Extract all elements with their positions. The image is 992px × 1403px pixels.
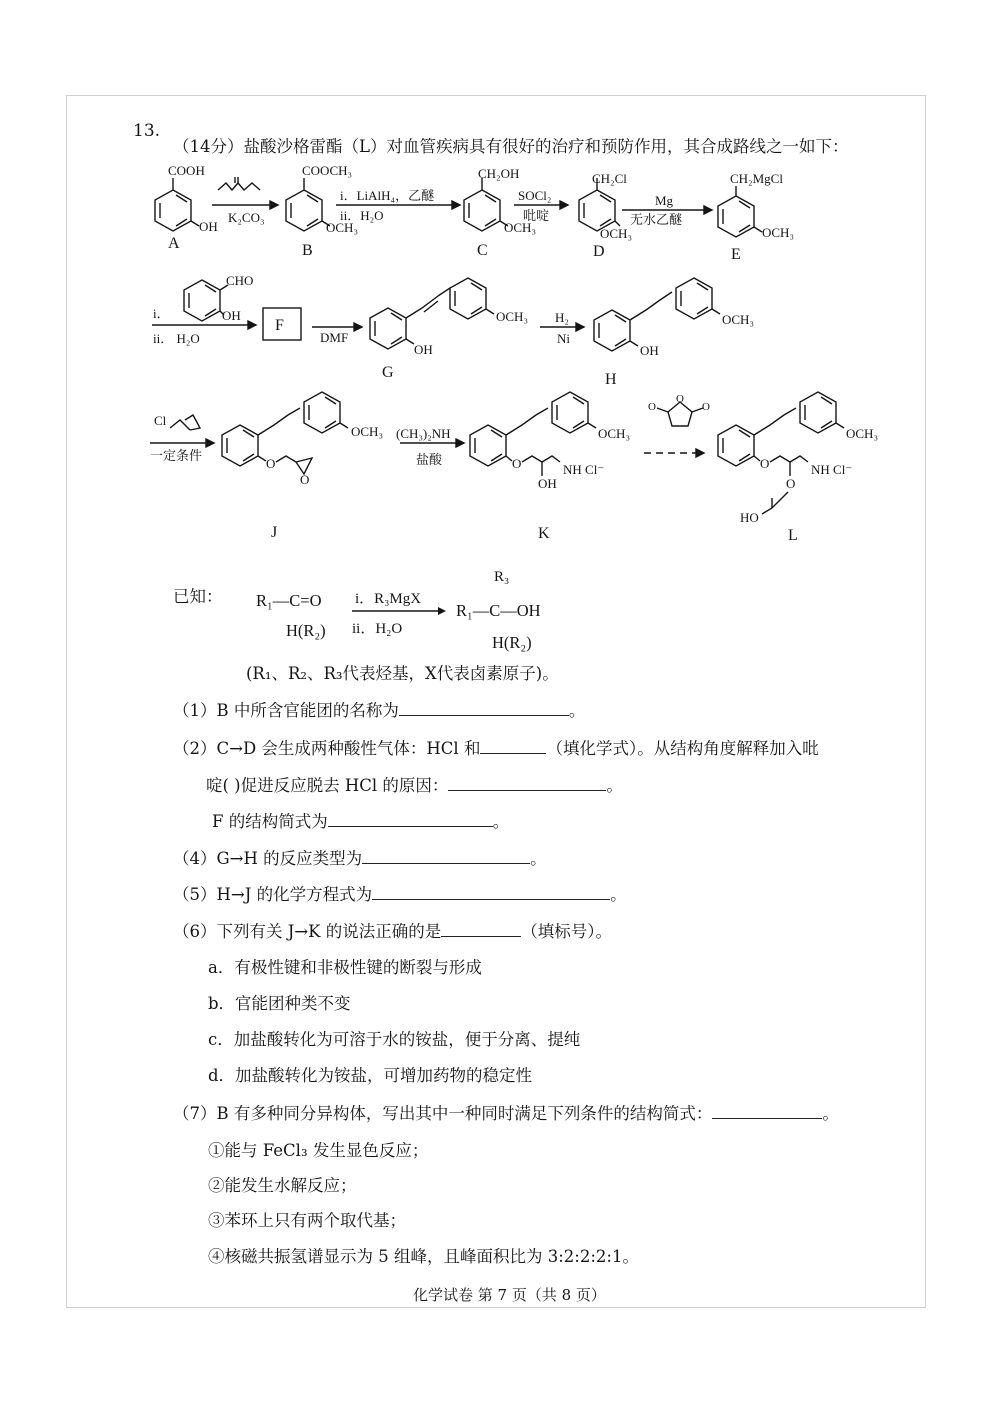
q7-condition-4: ④核磁共振氢谱显示为 5 组峰，且峰面积比为 3:2:2:2:1。: [208, 1247, 639, 1266]
r4-above: Mg: [655, 193, 674, 208]
q6-option-a: a．有极性键和非极性键的断裂与形成: [208, 958, 482, 977]
C-sub2: OCH₃: [504, 220, 536, 235]
compound-aldehyde: [184, 273, 253, 323]
r2-above: i．LiAlH₄，乙醚: [340, 188, 435, 203]
label-E: E: [731, 246, 741, 263]
compound-D: [579, 171, 632, 241]
svg-text:O: O: [676, 393, 684, 405]
L-sub1: OCH₃: [846, 426, 878, 441]
known-reactant-top: R₁—C=O: [256, 591, 322, 610]
q1: （1）B 中所含官能团的名称为 。: [173, 701, 586, 720]
known-product-bottom: H(R₂): [492, 633, 532, 652]
K-sub3: OH: [538, 476, 557, 491]
D-sub1: CH₂Cl: [592, 171, 627, 186]
label-H: H: [605, 371, 617, 388]
A-sub2: OH: [199, 219, 218, 234]
J-sub1: OCH₃: [351, 424, 383, 439]
arrow-B-C: [336, 188, 460, 223]
K-sub1: OCH₃: [598, 426, 630, 441]
q6-option-b: b．官能团种类不变: [208, 994, 351, 1013]
r5-below: ii． H₂O: [153, 331, 200, 346]
q2: （2）C→D 会生成两种酸性气体：HCl 和 （填化学式）。从结构角度解释加入吡: [173, 739, 819, 758]
q2-answer-blank-2: [448, 776, 606, 791]
label-A: A: [168, 235, 180, 252]
svg-text:O: O: [760, 456, 770, 471]
r3-above: SOCl₂: [518, 188, 552, 203]
A-sub1: COOH: [168, 163, 205, 178]
q5: （5）H→J 的化学方程式为 。: [173, 885, 627, 904]
q3: F 的结构简式为 。: [212, 812, 510, 831]
E-sub1: CH₂MgCl: [730, 171, 783, 186]
B-sub2: OCH₃: [326, 220, 358, 235]
H-sub2: OH: [640, 343, 659, 358]
svg-text:O: O: [702, 401, 710, 413]
q3-answer-blank: [328, 812, 493, 827]
known-product-top: R₃: [494, 569, 510, 585]
L-sub2: NH Cl⁻: [811, 462, 853, 477]
r7-below: Ni: [557, 331, 570, 346]
label-J: J: [271, 524, 278, 541]
r2-below: ii．H₂O: [340, 208, 384, 223]
arrow-J-K: [396, 426, 464, 467]
B-sub1: COOCH₃: [302, 163, 353, 178]
known-product-mid: R₁—C—OH: [456, 601, 541, 620]
arrow-K-L: [644, 393, 710, 457]
q5-answer-blank: [372, 885, 610, 900]
r6-below: DMF: [320, 330, 349, 345]
q7-condition-3: ③苯环上只有两个取代基；: [208, 1211, 406, 1230]
arrow-A-B: [212, 177, 278, 225]
r9-below: 盐酸: [416, 452, 443, 467]
q6-option-d: d．加盐酸转化为铵盐，可增加药物的稳定性: [208, 1066, 533, 1085]
question-number: 13.: [133, 121, 161, 141]
compound-E: [718, 171, 794, 240]
K-sub2: NH Cl⁻: [563, 462, 605, 477]
G-sub2: OH: [414, 342, 433, 357]
compound-K: [470, 392, 630, 491]
G-sub1: OCH₃: [496, 309, 528, 324]
q6-option-c: c．加盐酸转化为可溶于水的铵盐，便于分离、提纯: [208, 1030, 581, 1049]
label-L: L: [788, 527, 798, 544]
question-intro: （14分）盐酸沙格雷酯（L）对血管疾病具有很好的治疗和预防作用，其合成路线之一如下：: [173, 137, 849, 156]
r5-above: i．: [153, 306, 170, 321]
label-G: G: [382, 364, 394, 381]
L-sub3: HO: [740, 510, 759, 525]
svg-text:O: O: [786, 476, 796, 491]
known-note: (R₁、R₂、R₃代表烃基，X代表卤素原子)。: [246, 664, 559, 683]
arrow-G-H: [540, 310, 584, 346]
r7-above: H₂: [555, 310, 569, 325]
q2-answer-blank-1: [480, 739, 546, 754]
H-sub1: OCH₃: [722, 312, 754, 327]
label-K: K: [538, 525, 550, 542]
arrow-F-G: [312, 323, 362, 345]
q6: （6）下列有关 J→K 的说法正确的是 （填标号）。: [173, 922, 613, 941]
page-footer: 化学试卷 第 7 页（共 8 页）: [413, 1286, 606, 1304]
known-cond1: i．R₃MgX: [355, 591, 422, 607]
arrow-H-J: [150, 413, 214, 463]
known-label: 已知：: [173, 587, 223, 606]
svg-text:O: O: [300, 472, 310, 487]
q7: （7）B 有多种同分异构体，写出其中一种同时满足下列条件的结构简式： 。: [173, 1104, 839, 1123]
arrow-D-E: [622, 193, 712, 227]
compound-A: [155, 163, 218, 234]
svg-text:O: O: [648, 401, 656, 413]
r8-below: 一定条件: [150, 448, 203, 463]
E-sub2: OCH₃: [762, 225, 794, 240]
q7-condition-1: ①能与 FeCl₃ 发生显色反应；: [208, 1141, 429, 1160]
r4-below: 无水乙醚: [630, 212, 683, 227]
compound-G: [370, 278, 528, 357]
known-reactant-bottom: H(R₂): [286, 621, 326, 640]
synthesis-scheme: [0, 0, 992, 560]
known-arrow: [350, 606, 450, 616]
arrow-C-D: [514, 188, 568, 223]
q6-answer-blank: [441, 922, 521, 937]
r3-below: 吡啶: [523, 208, 550, 223]
label-F: F: [275, 317, 284, 334]
r9-above: (CH₃)₂NH: [396, 426, 451, 441]
label-C: C: [477, 242, 488, 259]
ald-sub2: OH: [222, 308, 241, 323]
q4-answer-blank: [362, 849, 530, 864]
q7-condition-2: ②能发生水解反应；: [208, 1176, 357, 1195]
q1-answer-blank: [399, 701, 569, 716]
label-B: B: [302, 242, 313, 259]
r1-below: K₂CO₃: [228, 210, 265, 225]
q2-cont: 啶( )促进反应脱去 HCl 的原因： 。: [206, 776, 623, 795]
compound-J: [222, 392, 383, 487]
compound-L: [718, 392, 878, 525]
ald-sub1: CHO: [226, 273, 254, 288]
label-D: D: [593, 243, 605, 260]
r8-above: Cl: [154, 413, 167, 428]
box-F: [263, 308, 301, 340]
svg-text:O: O: [512, 456, 522, 471]
D-sub2: OCH₃: [600, 226, 632, 241]
C-sub1: CH₂OH: [478, 166, 520, 181]
q4: （4）G→H 的反应类型为 。: [173, 849, 547, 868]
q7-answer-blank: [712, 1104, 822, 1119]
compound-H: [594, 278, 754, 358]
svg-text:O: O: [266, 456, 276, 471]
known-cond2: ii．H₂O: [352, 621, 403, 637]
